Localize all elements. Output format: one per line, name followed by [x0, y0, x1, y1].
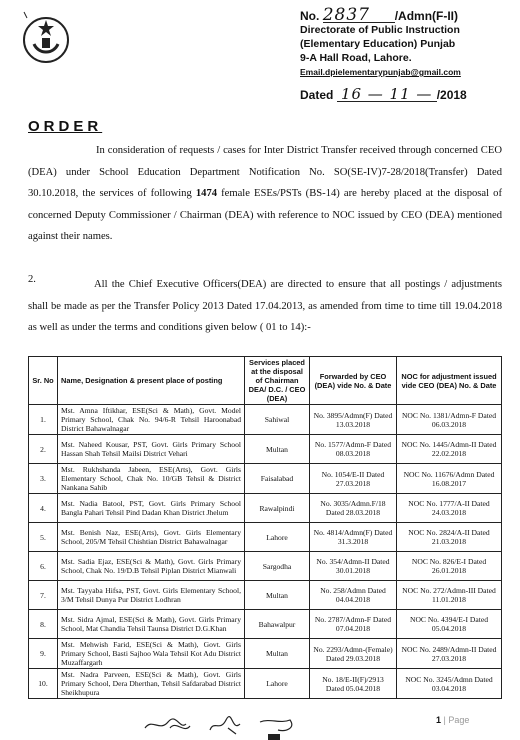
cell-place: Lahore — [245, 523, 310, 552]
table-row — [29, 494, 502, 523]
cell-place: Lahore — [245, 669, 310, 699]
cell-forwarded: No. 3895/Admn(F) Dated 13.03.2018 — [310, 405, 397, 435]
cell-noc: NOC No. 2824/A-II Dated 21.03.2018 — [397, 523, 502, 552]
table-row — [29, 669, 502, 699]
table-row — [29, 464, 502, 494]
cell-name: Mst. Mehwish Farid, ESE(Sci & Math), Govt. Girls Primary School, Basti Sajhoo Wala Tehsil Kot Adu District Muzaffargarh — [58, 639, 245, 669]
cell-name: Mst. Benish Naz, ESE(Arts), Govt. Girls Elementary School, 205/M Tehsil Chishtian District Bahawalnagar — [58, 523, 245, 552]
transfer-table — [28, 356, 502, 699]
cell-forwarded: No. 1577/Admn-F Dated 08.03.2018 — [310, 435, 397, 464]
cell-sr-no: 3. — [29, 464, 58, 494]
cell-sr-no: 1. — [29, 405, 58, 435]
paragraph-1: In consideration of requests / cases for Inter District Transfer received through concerned CEO (DEA) under School Education Department Notification No. SO(SE-IV)7-28/2018(Transfer) Dated 30.10.2018, the services of following 1474 female ESEs/PSTs (BS-14) are hereby placed at the disposal of concerned Deputy Commissioner / Chairman (DEA) with reference to NOC issued by CEO (DEA) mentioned against their names. — [28, 145, 502, 242]
directorate-line: Directorate of Public Instruction — [300, 24, 460, 36]
header-forwarded: Forwarded by CEO (DEA) vide No. & Date — [310, 357, 397, 405]
email-line: Email.dpielementarypunjab@gmail.com — [300, 67, 461, 77]
cell-sr-no: 4. — [29, 494, 58, 523]
header-noc: NOC for adjustment issued vide CEO (DEA) No. & Date — [397, 357, 502, 405]
cell-forwarded: No. 4814/Admn(F) Dated 31.3.2018 — [310, 523, 397, 552]
cell-place: Multan — [245, 435, 310, 464]
cell-place: Rawalpindi — [245, 494, 310, 523]
cell-name: Mst. Naheed Kousar, PST, Govt. Girls Primary School Hassan Shah Tehsil Mailsi District Vehari — [58, 435, 245, 464]
paragraph-2: All the Chief Executive Officers(DEA) are directed to ensure that all postings / adjustments shall be made as per the Transfer Policy 2013 Dated 17.04.2013, as amended from time to time till 19.04.2018 as well as under the terms and conditions given below ( 01 to 14):- — [28, 279, 502, 333]
paragraph-2-number: 2. — [28, 274, 36, 285]
table-header-row — [29, 357, 502, 405]
cell-place: Bahawalpur — [245, 610, 310, 639]
cell-noc: NOC No. 826/E-I Dated 26.01.2018 — [397, 552, 502, 581]
cell-name: Mst. Nadra Parveen, ESE(Sci & Math), Govt. Girls Primary School, Dera Dherthan, Tehsil Safdarabad District Sheikhupura — [58, 669, 245, 699]
letter-number-value: 2837 — [323, 8, 395, 23]
cell-noc: NOC No. 11676/Admn Dated 16.08.2017 — [397, 464, 502, 494]
cell-noc: NOC No. 2489/Admn-II Dated 27.03.2018 — [397, 639, 502, 669]
cell-noc: NOC No. 1445/Admn-II Dated 22.02.2018 — [397, 435, 502, 464]
punjab-government-logo-icon — [20, 10, 72, 70]
cell-sr-no: 9. — [29, 639, 58, 669]
cell-sr-no: 6. — [29, 552, 58, 581]
cell-noc: NOC No. 4394/E-I Dated 05.04.2018 — [397, 610, 502, 639]
cell-forwarded: No. 354/Admn-II Dated 30.01.2018 — [310, 552, 397, 581]
cell-forwarded: No. 258/Admn Dated 04.04.2018 — [310, 581, 397, 610]
cell-sr-no: 7. — [29, 581, 58, 610]
table-row — [29, 405, 502, 435]
cell-name: Mst. Sadia Ejaz, ESE(Sci & Math), Govt. Girls Primary School, Chak No. 19/D.B Tehsil Piplan District Mianwali — [58, 552, 245, 581]
cell-name: Mst. Sidra Ajmal, ESE(Sci & Math), Govt. Girls Primary School, Mat Chandia Tehsil Taunsa District D.G.Khan — [58, 610, 245, 639]
cell-place: Multan — [245, 581, 310, 610]
cell-place: Multan — [245, 639, 310, 669]
cell-noc: NOC No. 1777/A-II Dated 24.03.2018 — [397, 494, 502, 523]
cell-sr-no: 10. — [29, 669, 58, 699]
order-title: ORDER — [28, 118, 103, 135]
department-line: (Elementary Education) Punjab — [300, 38, 456, 50]
cell-noc: NOC No. 3245/Admn Dated 03.04.2018 — [397, 669, 502, 699]
header-sr-no: Sr. No — [29, 357, 58, 405]
table-row — [29, 435, 502, 464]
page-number: 1 | Page — [436, 715, 470, 725]
cell-forwarded: No. 3035/Admn.F/18 Dated 28.03.2018 — [310, 494, 397, 523]
cell-sr-no: 2. — [29, 435, 58, 464]
cell-forwarded: No. 2787/Admn-F Dated 07.04.2018 — [310, 610, 397, 639]
cell-noc: NOC No. 272/Admn-III Dated 11.01.2018 — [397, 581, 502, 610]
header-name: Name, Designation & present place of posting — [58, 357, 245, 405]
cell-noc: NOC No. 1381/Admn-F Dated 06.03.2018 — [397, 405, 502, 435]
table-row — [29, 552, 502, 581]
letterhead — [300, 5, 515, 103]
cell-name: Mst. Rukhshanda Jabeen, ESE(Arts), Govt. Girls Elementary School, Chak No. 10/GB Tehsil & District Nankana Sahib — [58, 464, 245, 494]
cell-forwarded: No. 18/E-II(F)/2913 Dated 05.04.2018 — [310, 669, 397, 699]
dated-line: Dated 16 — 11 — /2018 — [300, 85, 467, 103]
table-row — [29, 581, 502, 610]
cell-place: Sahiwal — [245, 405, 310, 435]
staple-mark — [268, 734, 280, 740]
cell-forwarded: No. 1054/E-II Dated 27.03.2018 — [310, 464, 397, 494]
cell-name: Mst. Amna Iftikhar, ESE(Sci & Math), Govt. Model Primary School, Chak No. 94/6-R Tehsil Haroonabad District Bahawalnagar — [58, 405, 245, 435]
signatures — [140, 714, 340, 736]
cell-forwarded: No. 2293/Admn-(Female) Dated 29.03.2018 — [310, 639, 397, 669]
dated-value: 16 — 11 — — [337, 87, 437, 102]
cell-sr-no: 5. — [29, 523, 58, 552]
letter-number: No. 2837 /Admn(F-II) — [300, 5, 459, 25]
cell-place: Sargodha — [245, 552, 310, 581]
table-row — [29, 610, 502, 639]
cell-name: Mst. Tayyaba Hifsa, PST, Govt. Girls Elementary School, 3/M Tehsil Dunya Pur District Lodhran — [58, 581, 245, 610]
table-row — [29, 639, 502, 669]
address-line: 9-A Hall Road, Lahore. — [300, 52, 412, 64]
cell-sr-no: 8. — [29, 610, 58, 639]
cell-place: Faisalabad — [245, 464, 310, 494]
cell-name: Mst. Nadia Batool, PST, Govt. Girls Primary School Bangla Pahari Tehsil Pind Dadan Khan District Jhelum — [58, 494, 245, 523]
table-row — [29, 523, 502, 552]
header-place: Services placed at the disposal of Chairman DEA/ D.C. / CEO (DEA) — [245, 357, 310, 405]
